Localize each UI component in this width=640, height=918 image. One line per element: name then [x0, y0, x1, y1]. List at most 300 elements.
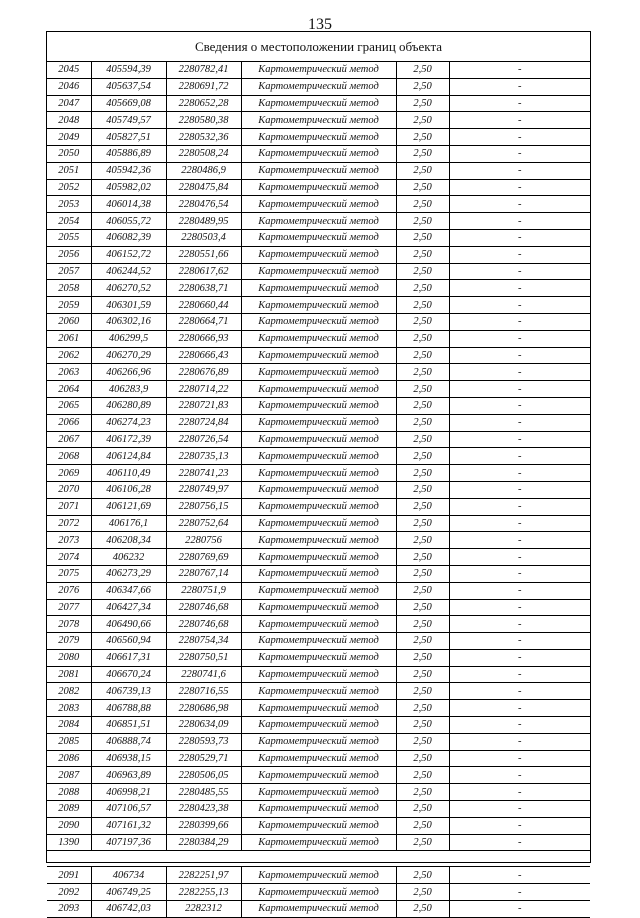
point-number-cell: 2071 — [47, 498, 91, 515]
y-coordinate-cell: 2280529,71 — [166, 750, 241, 767]
y-coordinate-cell: 2280735,13 — [166, 448, 241, 465]
y-coordinate-cell: 2280666,43 — [166, 347, 241, 364]
table-row — [47, 884, 590, 901]
table-row — [47, 448, 590, 465]
point-number-cell: 2077 — [47, 599, 91, 616]
description-cell: - — [449, 162, 590, 179]
method-cell: Картометрический метод — [241, 213, 396, 230]
method-cell: Картометрический метод — [241, 129, 396, 146]
table-row — [47, 582, 590, 599]
description-cell: - — [449, 364, 590, 381]
y-coordinate-cell: 2280506,05 — [166, 767, 241, 784]
table-row — [47, 700, 590, 717]
point-number-cell: 2085 — [47, 733, 91, 750]
method-cell: Картометрический метод — [241, 717, 396, 734]
precision-cell: 2,50 — [396, 364, 449, 381]
precision-cell: 2,50 — [396, 901, 449, 918]
y-coordinate-cell: 2282251,97 — [166, 867, 241, 884]
precision-cell: 2,50 — [396, 599, 449, 616]
y-coordinate-cell: 2280486,9 — [166, 162, 241, 179]
table-row — [47, 733, 590, 750]
x-coordinate-cell: 406998,21 — [91, 784, 166, 801]
description-cell: - — [449, 481, 590, 498]
table-row — [47, 129, 590, 146]
point-number-cell: 2069 — [47, 465, 91, 482]
y-coordinate-cell: 2280724,84 — [166, 414, 241, 431]
method-cell: Картометрический метод — [241, 62, 396, 78]
description-cell: - — [449, 599, 590, 616]
point-number-cell: 2084 — [47, 717, 91, 734]
x-coordinate-cell: 407161,32 — [91, 817, 166, 834]
point-number-cell: 2073 — [47, 532, 91, 549]
description-cell: - — [449, 213, 590, 230]
y-coordinate-cell: 2282312 — [166, 901, 241, 918]
x-coordinate-cell: 406301,59 — [91, 297, 166, 314]
y-coordinate-cell: 2280666,93 — [166, 330, 241, 347]
x-coordinate-cell: 406124,84 — [91, 448, 166, 465]
method-cell: Картометрический метод — [241, 498, 396, 515]
description-cell: - — [449, 129, 590, 146]
y-coordinate-cell: 2280714,22 — [166, 381, 241, 398]
method-cell: Картометрический метод — [241, 95, 396, 112]
page-number: 135 — [308, 16, 332, 33]
point-number-cell: 2079 — [47, 633, 91, 650]
y-coordinate-cell: 2282255,13 — [166, 884, 241, 901]
point-number-cell: 2047 — [47, 95, 91, 112]
method-cell: Картометрический метод — [241, 397, 396, 414]
precision-cell: 2,50 — [396, 196, 449, 213]
y-coordinate-cell: 2280551,66 — [166, 246, 241, 263]
description-cell: - — [449, 834, 590, 851]
point-number-cell: 1390 — [47, 834, 91, 851]
description-cell: - — [449, 246, 590, 263]
x-coordinate-cell: 406963,89 — [91, 767, 166, 784]
x-coordinate-cell: 406106,28 — [91, 481, 166, 498]
table-row — [47, 834, 590, 851]
x-coordinate-cell: 406172,39 — [91, 431, 166, 448]
y-coordinate-cell: 2280721,83 — [166, 397, 241, 414]
y-coordinate-cell: 2280399,66 — [166, 817, 241, 834]
method-cell: Картометрический метод — [241, 414, 396, 431]
description-cell: - — [449, 381, 590, 398]
description-cell: - — [449, 280, 590, 297]
precision-cell: 2,50 — [396, 582, 449, 599]
y-coordinate-cell: 2280475,84 — [166, 179, 241, 196]
precision-cell: 2,50 — [396, 616, 449, 633]
point-number-cell: 2046 — [47, 78, 91, 95]
coordinates-table — [47, 62, 590, 918]
precision-cell: 2,50 — [396, 95, 449, 112]
table-row — [47, 280, 590, 297]
x-coordinate-cell: 406299,5 — [91, 330, 166, 347]
point-number-cell: 2092 — [47, 884, 91, 901]
precision-cell: 2,50 — [396, 297, 449, 314]
method-cell: Картометрический метод — [241, 666, 396, 683]
table-row — [47, 616, 590, 633]
method-cell: Картометрический метод — [241, 145, 396, 162]
description-cell: - — [449, 733, 590, 750]
method-cell: Картометрический метод — [241, 901, 396, 918]
precision-cell: 2,50 — [396, 280, 449, 297]
x-coordinate-cell: 406617,31 — [91, 649, 166, 666]
precision-cell: 2,50 — [396, 229, 449, 246]
precision-cell: 2,50 — [396, 515, 449, 532]
x-coordinate-cell: 406110,49 — [91, 465, 166, 482]
method-cell: Картометрический метод — [241, 582, 396, 599]
x-coordinate-cell: 405594,39 — [91, 62, 166, 78]
y-coordinate-cell: 2280593,73 — [166, 733, 241, 750]
description-cell: - — [449, 313, 590, 330]
x-coordinate-cell: 406270,29 — [91, 347, 166, 364]
method-cell: Картометрический метод — [241, 78, 396, 95]
point-number-cell: 2083 — [47, 700, 91, 717]
description-cell: - — [449, 112, 590, 129]
precision-cell: 2,50 — [396, 767, 449, 784]
x-coordinate-cell: 405942,36 — [91, 162, 166, 179]
description-cell: - — [449, 62, 590, 78]
description-cell: - — [449, 582, 590, 599]
method-cell: Картометрический метод — [241, 246, 396, 263]
point-number-cell: 2065 — [47, 397, 91, 414]
precision-cell: 2,50 — [396, 397, 449, 414]
method-cell: Картометрический метод — [241, 649, 396, 666]
point-number-cell: 2052 — [47, 179, 91, 196]
y-coordinate-cell: 2280741,23 — [166, 465, 241, 482]
method-cell: Картометрический метод — [241, 263, 396, 280]
method-cell: Картометрический метод — [241, 784, 396, 801]
description-cell: - — [449, 616, 590, 633]
x-coordinate-cell: 406280,89 — [91, 397, 166, 414]
precision-cell: 2,50 — [396, 532, 449, 549]
point-number-cell: 2057 — [47, 263, 91, 280]
group-separator-cell — [47, 851, 590, 867]
method-cell: Картометрический метод — [241, 465, 396, 482]
point-number-cell: 2086 — [47, 750, 91, 767]
table-row — [47, 549, 590, 566]
y-coordinate-cell: 2280769,69 — [166, 549, 241, 566]
y-coordinate-cell: 2280485,55 — [166, 784, 241, 801]
method-cell: Картометрический метод — [241, 733, 396, 750]
precision-cell: 2,50 — [396, 129, 449, 146]
precision-cell: 2,50 — [396, 145, 449, 162]
precision-cell: 2,50 — [396, 481, 449, 498]
precision-cell: 2,50 — [396, 784, 449, 801]
y-coordinate-cell: 2280580,38 — [166, 112, 241, 129]
x-coordinate-cell: 406427,34 — [91, 599, 166, 616]
description-cell: - — [449, 633, 590, 650]
table-row — [47, 817, 590, 834]
description-cell: - — [449, 767, 590, 784]
method-cell: Картометрический метод — [241, 179, 396, 196]
y-coordinate-cell: 2280676,89 — [166, 364, 241, 381]
y-coordinate-cell: 2280503,4 — [166, 229, 241, 246]
table-row — [47, 683, 590, 700]
precision-cell: 2,50 — [396, 263, 449, 280]
table-row — [47, 213, 590, 230]
description-cell: - — [449, 431, 590, 448]
x-coordinate-cell: 406232 — [91, 549, 166, 566]
y-coordinate-cell: 2280617,62 — [166, 263, 241, 280]
table-row — [47, 62, 590, 78]
x-coordinate-cell: 405669,08 — [91, 95, 166, 112]
x-coordinate-cell: 406270,52 — [91, 280, 166, 297]
precision-cell: 2,50 — [396, 498, 449, 515]
method-cell: Картометрический метод — [241, 448, 396, 465]
precision-cell: 2,50 — [396, 162, 449, 179]
y-coordinate-cell: 2280756,15 — [166, 498, 241, 515]
description-cell: - — [449, 145, 590, 162]
method-cell: Картометрический метод — [241, 364, 396, 381]
y-coordinate-cell: 2280691,72 — [166, 78, 241, 95]
method-cell: Картометрический метод — [241, 347, 396, 364]
y-coordinate-cell: 2280750,51 — [166, 649, 241, 666]
x-coordinate-cell: 407197,36 — [91, 834, 166, 851]
table-row — [47, 196, 590, 213]
point-number-cell: 2080 — [47, 649, 91, 666]
x-coordinate-cell: 406670,24 — [91, 666, 166, 683]
x-coordinate-cell: 405827,51 — [91, 129, 166, 146]
table-row — [47, 381, 590, 398]
method-cell: Картометрический метод — [241, 162, 396, 179]
description-cell: - — [449, 750, 590, 767]
description-cell: - — [449, 717, 590, 734]
point-number-cell: 2064 — [47, 381, 91, 398]
description-cell: - — [449, 867, 590, 884]
description-cell: - — [449, 448, 590, 465]
y-coordinate-cell: 2280726,54 — [166, 431, 241, 448]
x-coordinate-cell: 406347,66 — [91, 582, 166, 599]
point-number-cell: 2074 — [47, 549, 91, 566]
precision-cell: 2,50 — [396, 867, 449, 884]
x-coordinate-cell: 407106,57 — [91, 801, 166, 818]
description-cell: - — [449, 700, 590, 717]
y-coordinate-cell: 2280384,29 — [166, 834, 241, 851]
description-cell: - — [449, 549, 590, 566]
x-coordinate-cell: 406938,15 — [91, 750, 166, 767]
precision-cell: 2,50 — [396, 347, 449, 364]
method-cell: Картометрический метод — [241, 750, 396, 767]
x-coordinate-cell: 406749,25 — [91, 884, 166, 901]
x-coordinate-cell: 406208,34 — [91, 532, 166, 549]
x-coordinate-cell: 406283,9 — [91, 381, 166, 398]
method-cell: Картометрический метод — [241, 884, 396, 901]
x-coordinate-cell: 406888,74 — [91, 733, 166, 750]
method-cell: Картометрический метод — [241, 297, 396, 314]
table-row — [47, 229, 590, 246]
y-coordinate-cell: 2280756 — [166, 532, 241, 549]
point-number-cell: 2048 — [47, 112, 91, 129]
point-number-cell: 2050 — [47, 145, 91, 162]
precision-cell: 2,50 — [396, 330, 449, 347]
point-number-cell: 2088 — [47, 784, 91, 801]
precision-cell: 2,50 — [396, 717, 449, 734]
description-cell: - — [449, 465, 590, 482]
point-number-cell: 2053 — [47, 196, 91, 213]
table-row — [47, 649, 590, 666]
method-cell: Картометрический метод — [241, 196, 396, 213]
point-number-cell: 2078 — [47, 616, 91, 633]
y-coordinate-cell: 2280752,64 — [166, 515, 241, 532]
table-row — [47, 313, 590, 330]
point-number-cell: 2090 — [47, 817, 91, 834]
table-row — [47, 297, 590, 314]
point-number-cell: 2076 — [47, 582, 91, 599]
method-cell: Картометрический метод — [241, 801, 396, 818]
point-number-cell: 2072 — [47, 515, 91, 532]
table-row — [47, 263, 590, 280]
table-row — [47, 112, 590, 129]
y-coordinate-cell: 2280532,36 — [166, 129, 241, 146]
table-row — [47, 867, 590, 884]
table-row — [47, 750, 590, 767]
x-coordinate-cell: 406082,39 — [91, 229, 166, 246]
precision-cell: 2,50 — [396, 700, 449, 717]
description-cell: - — [449, 565, 590, 582]
y-coordinate-cell: 2280489,95 — [166, 213, 241, 230]
point-number-cell: 2060 — [47, 313, 91, 330]
y-coordinate-cell: 2280746,68 — [166, 599, 241, 616]
table-row — [47, 666, 590, 683]
y-coordinate-cell: 2280508,24 — [166, 145, 241, 162]
precision-cell: 2,50 — [396, 448, 449, 465]
x-coordinate-cell: 406266,96 — [91, 364, 166, 381]
method-cell: Картометрический метод — [241, 867, 396, 884]
precision-cell: 2,50 — [396, 313, 449, 330]
x-coordinate-cell: 406490,66 — [91, 616, 166, 633]
description-cell: - — [449, 397, 590, 414]
precision-cell: 2,50 — [396, 62, 449, 78]
description-cell: - — [449, 884, 590, 901]
description-cell: - — [449, 330, 590, 347]
y-coordinate-cell: 2280749,97 — [166, 481, 241, 498]
x-coordinate-cell: 406560,94 — [91, 633, 166, 650]
table-row — [47, 414, 590, 431]
x-coordinate-cell: 405982,02 — [91, 179, 166, 196]
method-cell: Картометрический метод — [241, 633, 396, 650]
point-number-cell: 2082 — [47, 683, 91, 700]
point-number-cell: 2091 — [47, 867, 91, 884]
precision-cell: 2,50 — [396, 431, 449, 448]
table-row — [47, 145, 590, 162]
x-coordinate-cell: 406273,29 — [91, 565, 166, 582]
boundary-table-frame — [46, 31, 591, 915]
method-cell: Картометрический метод — [241, 330, 396, 347]
x-coordinate-cell: 406742,03 — [91, 901, 166, 918]
precision-cell: 2,50 — [396, 246, 449, 263]
point-number-cell: 2066 — [47, 414, 91, 431]
x-coordinate-cell: 406788,88 — [91, 700, 166, 717]
table-row — [47, 481, 590, 498]
method-cell: Картометрический метод — [241, 683, 396, 700]
x-coordinate-cell: 405749,57 — [91, 112, 166, 129]
method-cell: Картометрический метод — [241, 532, 396, 549]
table-row — [47, 901, 590, 918]
point-number-cell: 2063 — [47, 364, 91, 381]
method-cell: Картометрический метод — [241, 481, 396, 498]
table-row — [47, 801, 590, 818]
description-cell: - — [449, 498, 590, 515]
point-number-cell: 2059 — [47, 297, 91, 314]
method-cell: Картометрический метод — [241, 381, 396, 398]
y-coordinate-cell: 2280652,28 — [166, 95, 241, 112]
x-coordinate-cell: 406274,23 — [91, 414, 166, 431]
description-cell: - — [449, 229, 590, 246]
y-coordinate-cell: 2280664,71 — [166, 313, 241, 330]
precision-cell: 2,50 — [396, 633, 449, 650]
y-coordinate-cell: 2280782,41 — [166, 62, 241, 78]
x-coordinate-cell: 406152,72 — [91, 246, 166, 263]
description-cell: - — [449, 515, 590, 532]
precision-cell: 2,50 — [396, 801, 449, 818]
precision-cell: 2,50 — [396, 884, 449, 901]
precision-cell: 2,50 — [396, 649, 449, 666]
method-cell: Картометрический метод — [241, 616, 396, 633]
table-row — [47, 717, 590, 734]
x-coordinate-cell: 406055,72 — [91, 213, 166, 230]
method-cell: Картометрический метод — [241, 280, 396, 297]
y-coordinate-cell: 2280476,54 — [166, 196, 241, 213]
method-cell: Картометрический метод — [241, 700, 396, 717]
table-row — [47, 784, 590, 801]
table-row — [47, 330, 590, 347]
table-row — [47, 431, 590, 448]
x-coordinate-cell: 405886,89 — [91, 145, 166, 162]
table-row — [47, 532, 590, 549]
group-separator-row — [47, 851, 590, 867]
y-coordinate-cell: 2280686,98 — [166, 700, 241, 717]
method-cell: Картометрический метод — [241, 549, 396, 566]
description-cell: - — [449, 414, 590, 431]
x-coordinate-cell: 406014,38 — [91, 196, 166, 213]
description-cell: - — [449, 683, 590, 700]
method-cell: Картометрический метод — [241, 834, 396, 851]
table-row — [47, 397, 590, 414]
x-coordinate-cell: 405637,54 — [91, 78, 166, 95]
point-number-cell: 2049 — [47, 129, 91, 146]
precision-cell: 2,50 — [396, 78, 449, 95]
table-row — [47, 246, 590, 263]
precision-cell: 2,50 — [396, 666, 449, 683]
point-number-cell: 2058 — [47, 280, 91, 297]
method-cell: Картометрический метод — [241, 229, 396, 246]
table-row — [47, 498, 590, 515]
point-number-cell: 2056 — [47, 246, 91, 263]
point-number-cell: 2067 — [47, 431, 91, 448]
y-coordinate-cell: 2280751,9 — [166, 582, 241, 599]
x-coordinate-cell: 406734 — [91, 867, 166, 884]
method-cell: Картометрический метод — [241, 599, 396, 616]
table-row — [47, 515, 590, 532]
point-number-cell: 2081 — [47, 666, 91, 683]
precision-cell: 2,50 — [396, 465, 449, 482]
y-coordinate-cell: 2280754,34 — [166, 633, 241, 650]
x-coordinate-cell: 406851,51 — [91, 717, 166, 734]
precision-cell: 2,50 — [396, 817, 449, 834]
table-row — [47, 364, 590, 381]
x-coordinate-cell: 406244,52 — [91, 263, 166, 280]
table-row — [47, 162, 590, 179]
table-row — [47, 465, 590, 482]
point-number-cell: 2051 — [47, 162, 91, 179]
point-number-cell: 2045 — [47, 62, 91, 78]
y-coordinate-cell: 2280423,38 — [166, 801, 241, 818]
description-cell: - — [449, 297, 590, 314]
precision-cell: 2,50 — [396, 112, 449, 129]
description-cell: - — [449, 78, 590, 95]
point-number-cell: 2070 — [47, 481, 91, 498]
point-number-cell: 2062 — [47, 347, 91, 364]
method-cell: Картометрический метод — [241, 817, 396, 834]
